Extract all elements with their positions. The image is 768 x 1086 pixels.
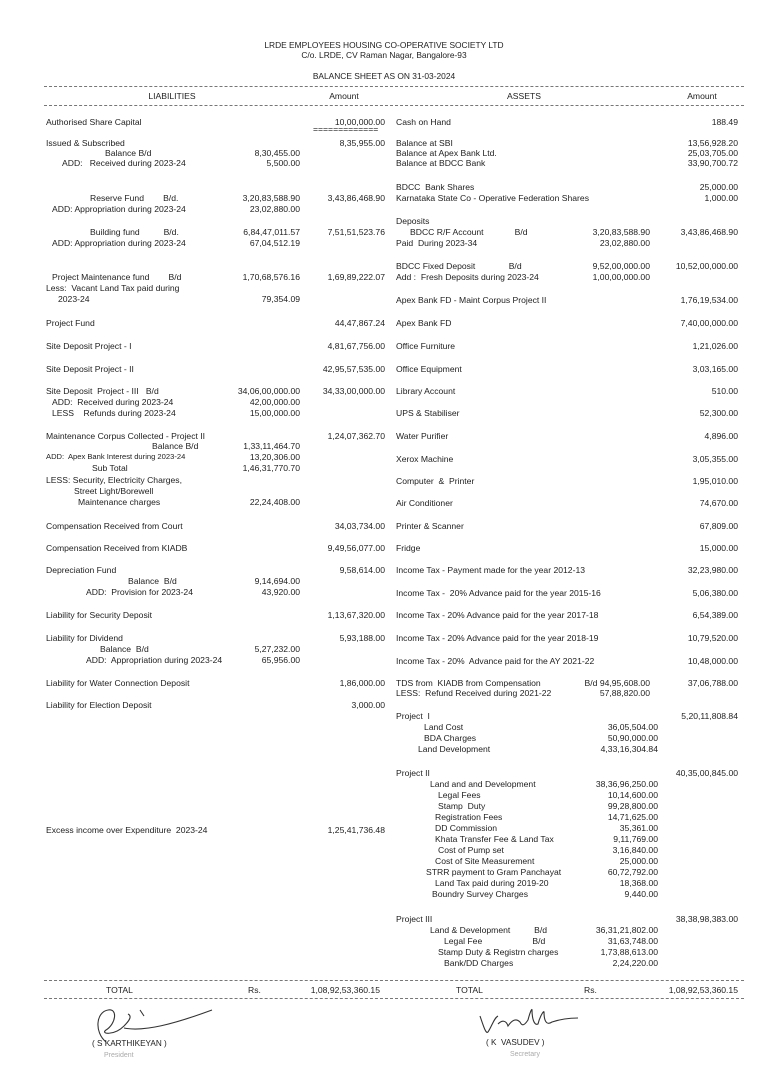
amount-cell: 1,86,000.00 — [339, 678, 385, 688]
line-text: BDCC Bank Shares — [396, 182, 475, 192]
amount-cell: 3,05,355.00 — [692, 454, 738, 464]
line-text: DD Commission — [435, 823, 498, 833]
amount-cell: 15,00,000.00 — [249, 408, 300, 418]
line-text: Stamp Duty & Registrn charges — [438, 947, 559, 957]
line-text: LESS: Security, Electricity Charges, — [46, 475, 182, 485]
line-text: Office Equipment — [396, 364, 462, 374]
amount-cell: 9,14,694.00 — [254, 576, 300, 586]
amount-cell: 7,40,00,000.00 — [680, 318, 738, 328]
line-text: ADD: Provision for 2023-24 — [86, 587, 193, 597]
total-rs-assets: Rs. — [584, 985, 597, 995]
amount-cell: 5,20,11,808.84 — [681, 711, 738, 721]
amount-cell: 3,16,840.00 — [612, 845, 658, 855]
line-text: Deposits — [396, 216, 430, 226]
line-text: Land & Development B/d — [430, 925, 548, 935]
line-text: Land and and Development — [430, 779, 536, 789]
line-text: Bank/DD Charges — [444, 958, 514, 968]
line-text: ADD: Appropriation during 2023-24 — [52, 204, 186, 214]
line-text: Compensation Received from KIADB — [46, 543, 188, 553]
amount-cell: 99,28,800.00 — [607, 801, 658, 811]
amount-cell: 65,956.00 — [261, 655, 300, 665]
liabilities-header: LIABILITIES — [148, 91, 196, 101]
amount-cell: 10,79,520.00 — [687, 633, 738, 643]
amount-cell: 1,00,00,000.00 — [592, 272, 650, 282]
line-text: Project II — [396, 768, 430, 778]
line-text: Legal Fees — [438, 790, 481, 800]
amount-cell: 1,24,07,362.70 — [327, 431, 385, 441]
amount-cell: 1,46,31,770.70 — [242, 463, 300, 473]
line-text: Land Development — [418, 744, 491, 754]
liabilities-amount-header: Amount — [329, 91, 359, 101]
line-text: Reserve Fund B/d. — [90, 193, 179, 203]
line-text: Maintenance Corpus Collected - Project II — [46, 431, 206, 441]
line-text: Cost of Site Measurement — [435, 856, 535, 866]
amount-cell: 35,361.00 — [619, 823, 658, 833]
line-text: Income Tax - 20% Advance paid for the AY 2021-22 — [396, 656, 595, 666]
amount-cell: 38,38,98,383.00 — [675, 914, 738, 924]
amount-cell: 8,35,955.00 — [339, 138, 385, 148]
line-text: ADD: Appropriation during 2023-24 — [52, 238, 186, 248]
total-rule-bottom — [44, 998, 744, 999]
line-text: Income Tax - 20% Advance paid for the year 2018-19 — [396, 633, 599, 643]
line-text: Less: Vacant Land Tax paid during — [46, 283, 180, 293]
line-text: Depreciation Fund — [46, 565, 117, 575]
line-text: Printer & Scanner — [396, 521, 464, 531]
amount-cell: 5,93,188.00 — [339, 633, 385, 643]
amount-cell: 25,03,705.00 — [687, 148, 738, 158]
amount-cell: 43,920.00 — [261, 587, 300, 597]
amount-cell: 3,43,86,468.90 — [327, 193, 385, 203]
amount-cell: 67,809.00 — [699, 521, 738, 531]
amount-cell: 60,72,792.00 — [607, 867, 658, 877]
amount-cell: 9,440.00 — [624, 889, 658, 899]
total-amount-liabilities: 1,08,92,53,360.15 — [310, 985, 380, 995]
line-text: Cash on Hand — [396, 117, 451, 127]
amount-cell: 1,76,19,534.00 — [680, 295, 738, 305]
amount-cell: 3,20,83,588.90 — [242, 193, 300, 203]
line-text: Site Deposit Project - II — [46, 364, 134, 374]
amount-cell: 1,13,67,320.00 — [327, 610, 385, 620]
amount-cell: 9,58,614.00 — [339, 565, 385, 575]
amount-cell: 23,02,880.00 — [599, 238, 650, 248]
line-text: Cost of Pump set — [438, 845, 504, 855]
assets-amount-header: Amount — [687, 91, 717, 101]
amount-cell: 1,73,88,613.00 — [600, 947, 658, 957]
line-text: Authorised Share Capital — [46, 117, 142, 127]
amount-cell: 10,14,600.00 — [607, 790, 658, 800]
amount-cell: 34,06,00,000.00 — [237, 386, 300, 396]
line-text: Apex Bank FD - Maint Corpus Project II — [396, 295, 547, 305]
line-text: BDCC Fixed Deposit B/d — [396, 261, 522, 271]
amount-cell: 10,48,000.00 — [687, 656, 738, 666]
amount-cell: 6,84,47,011.57 — [243, 227, 300, 237]
line-text: Balance B/d — [128, 576, 177, 586]
amount-cell: 3,43,86,468.90 — [680, 227, 738, 237]
amount-cell: 67,04,512.19 — [249, 238, 300, 248]
amount-cell: 31,63,748.00 — [607, 936, 658, 946]
amount-cell: 9,52,00,000.00 — [592, 261, 650, 271]
line-text: Boundry Survey Charges — [432, 889, 529, 899]
line-text: ADD: Received during 2023-24 — [52, 397, 174, 407]
line-text: Site Deposit Project - I — [46, 341, 132, 351]
line-text: Khata Transfer Fee & Land Tax — [435, 834, 554, 844]
line-text: Karnataka State Co - Operative Federation Shares — [396, 193, 589, 203]
amount-cell: 42,95,57,535.00 — [322, 364, 385, 374]
line-text: Liability for Election Deposit — [46, 700, 152, 710]
line-text: Income Tax - 20% Advance paid for the year 2017-18 — [396, 610, 599, 620]
line-text: Liability for Water Connection Deposit — [46, 678, 190, 688]
amount-cell: 15,000.00 — [699, 543, 738, 553]
amount-cell: 52,300.00 — [699, 408, 738, 418]
amount-cell: 3,03,165.00 — [692, 364, 738, 374]
amount-cell: 25,000.00 — [699, 182, 738, 192]
line-text: Income Tax - Payment made for the year 2012-13 — [396, 565, 586, 575]
line-text: Apex Bank FD — [396, 318, 452, 328]
line-text: Project I — [396, 711, 430, 721]
line-text: ADD: Received during 2023-24 — [62, 158, 186, 168]
amount-cell: 5,27,232.00 — [254, 644, 300, 654]
amount-cell: 3,20,83,588.90 — [592, 227, 650, 237]
line-text: Balance B/d — [152, 441, 199, 451]
amount-cell: 1,25,41,736.48 — [327, 825, 385, 835]
line-text: Compensation Received from Court — [46, 521, 183, 531]
line-text: ADD: Appropriation during 2023-24 — [86, 655, 223, 665]
amount-cell: 37,06,788.00 — [687, 678, 738, 688]
line-text: Balance at BDCC Bank — [396, 158, 486, 168]
line-text: Building fund B/d. — [90, 227, 179, 237]
amount-cell: 9,49,56,077.00 — [327, 543, 385, 553]
amount-cell: 50,90,000.00 — [607, 733, 658, 743]
line-text: TDS from KIADB from Compensation — [396, 678, 541, 688]
line-text: Balance B/d — [105, 148, 152, 158]
amount-cell: 1,21,026.00 — [692, 341, 738, 351]
amount-cell: 3,000.00 — [351, 700, 385, 710]
amount-cell: 10,52,00,000.00 — [675, 261, 738, 271]
secretary-name: ( K VASUDEV ) — [486, 1038, 545, 1047]
amount-cell: 79,354.09 — [261, 294, 300, 304]
line-text: LESS: Refund Received during 2021-22 — [396, 688, 552, 698]
line-text: Liability for Dividend — [46, 633, 123, 643]
line-text: Add : Fresh Deposits during 2023-24 — [396, 272, 539, 282]
line-text: 2023-24 — [58, 294, 90, 304]
total-label-assets: TOTAL — [456, 985, 483, 995]
line-text: Excess income over Expenditure 2023-24 — [46, 825, 208, 835]
amount-cell: 74,670.00 — [699, 498, 738, 508]
amount-cell: 4,81,67,756.00 — [327, 341, 385, 351]
line-text: Land Cost — [424, 722, 464, 732]
header-rule-bottom — [44, 105, 744, 106]
amount-cell: 4,896.00 — [704, 431, 738, 441]
amount-cell: 6,54,389.00 — [692, 610, 738, 620]
amount-cell: 9,11,769.00 — [613, 834, 658, 844]
amount-cell: 25,000.00 — [619, 856, 658, 866]
line-text: Office Furniture — [396, 341, 456, 351]
amount-cell: 18,368.00 — [619, 878, 658, 888]
secretary-role: Secretary — [510, 1051, 540, 1058]
amount-cell: 38,36,96,250.00 — [595, 779, 658, 789]
line-text: Project Maintenance fund B/d — [52, 272, 182, 282]
line-text: Liability for Security Deposit — [46, 610, 153, 620]
line-text: Library Account — [396, 386, 456, 396]
line-text: Air Conditioner — [396, 498, 453, 508]
amount-cell: 36,31,21,802.00 — [595, 925, 658, 935]
assets-header: ASSETS — [507, 91, 541, 101]
line-text: Income Tax - 20% Advance paid for the year 2015-16 — [396, 588, 601, 598]
amount-cell: 57,88,820.00 — [599, 688, 650, 698]
amount-cell: 8,30,455.00 — [254, 148, 300, 158]
line-text: ADD: Apex Bank Interest during 2023-24 — [46, 452, 186, 461]
total-amount-assets: 1,08,92,53,360.15 — [668, 985, 738, 995]
line-text: Computer & Printer — [396, 476, 475, 486]
org-address: C/o. LRDE, CV Raman Nagar, Bangalore-93 — [301, 50, 467, 60]
total-rule-top — [44, 980, 744, 981]
amount-cell: 34,03,734.00 — [334, 521, 385, 531]
amount-cell: 34,33,00,000.00 — [322, 386, 385, 396]
line-text: Site Deposit Project - III B/d — [46, 386, 159, 396]
line-text: BDA Charges — [424, 733, 477, 743]
line-text: Sub Total — [92, 463, 128, 473]
line-text: LESS Refunds during 2023-24 — [52, 408, 176, 418]
line-text: Issued & Subscribed — [46, 138, 125, 148]
amount-cell: B/d 94,95,608.00 — [584, 678, 650, 688]
president-name: ( S KARTHIKEYAN ) — [92, 1039, 167, 1048]
line-text: Balance at Apex Bank Ltd. — [396, 148, 497, 158]
amount-cell: 188.49 — [711, 117, 738, 127]
line-text: Registration Fees — [435, 812, 503, 822]
amount-cell: 510.00 — [711, 386, 738, 396]
amount-cell: 22,24,408.00 — [249, 497, 300, 507]
total-rs-liabilities: Rs. — [248, 985, 261, 995]
line-text: Street Light/Borewell — [74, 486, 154, 496]
amount-cell: 5,500.00 — [266, 158, 300, 168]
header-rule-top — [44, 86, 744, 87]
line-text: Fridge — [396, 543, 421, 553]
total-label-liabilities: TOTAL — [106, 985, 133, 995]
amount-cell: 14,71,625.00 — [607, 812, 658, 822]
amount-cell: 32,23,980.00 — [687, 565, 738, 575]
line-text: BDCC R/F Account B/d — [410, 227, 528, 237]
line-text: ============= — [313, 124, 379, 134]
amount-cell: 1,69,89,222.07 — [327, 272, 385, 282]
line-text: Legal Fee B/d — [444, 936, 546, 946]
amount-cell: 36,05,504.00 — [607, 722, 658, 732]
amount-cell: 13,56,928.20 — [687, 138, 738, 148]
amount-cell: 23,02,880.00 — [249, 204, 300, 214]
amount-cell: 13,20,306.00 — [249, 452, 300, 462]
amount-cell: 10,00,000.00 — [334, 117, 385, 127]
amount-cell: 1,33,11,464.70 — [243, 441, 300, 451]
line-text: Xerox Machine — [396, 454, 454, 464]
amount-cell: 1,000.00 — [704, 193, 738, 203]
amount-cell: 7,51,51,523.76 — [327, 227, 385, 237]
line-text: Maintenance charges — [78, 497, 161, 507]
amount-cell: 1,95,010.00 — [692, 476, 738, 486]
document-title: BALANCE SHEET AS ON 31-03-2024 — [312, 71, 456, 81]
amount-cell: 44,47,867.24 — [334, 318, 385, 328]
line-text: Balance B/d — [100, 644, 149, 654]
line-text: Stamp Duty — [438, 801, 486, 811]
line-text: Paid During 2023-34 — [396, 238, 478, 248]
org-name: LRDE EMPLOYEES HOUSING CO-OPERATIVE SOCIETY LTD — [264, 40, 504, 50]
line-text: Balance at SBI — [396, 138, 453, 148]
line-text: Project Fund — [46, 318, 95, 328]
line-text: Land Tax paid during 2019-20 — [435, 878, 549, 888]
president-role: President — [104, 1052, 134, 1059]
line-text: UPS & Stabiliser — [396, 408, 460, 418]
amount-cell: 1,70,68,576.16 — [242, 272, 300, 282]
amount-cell: 33,90,700.72 — [687, 158, 738, 168]
line-text: STRR payment to Gram Panchayat — [426, 867, 562, 877]
line-text: Water Purifier — [396, 431, 449, 441]
amount-cell: 5,06,380.00 — [692, 588, 738, 598]
amount-cell: 2,24,220.00 — [612, 958, 658, 968]
amount-cell: 40,35,00,845.00 — [675, 768, 738, 778]
amount-cell: 4,33,16,304.84 — [600, 744, 658, 754]
amount-cell: 42,00,000.00 — [249, 397, 300, 407]
line-text: Project III — [396, 914, 433, 924]
secretary-signature — [472, 1002, 602, 1042]
